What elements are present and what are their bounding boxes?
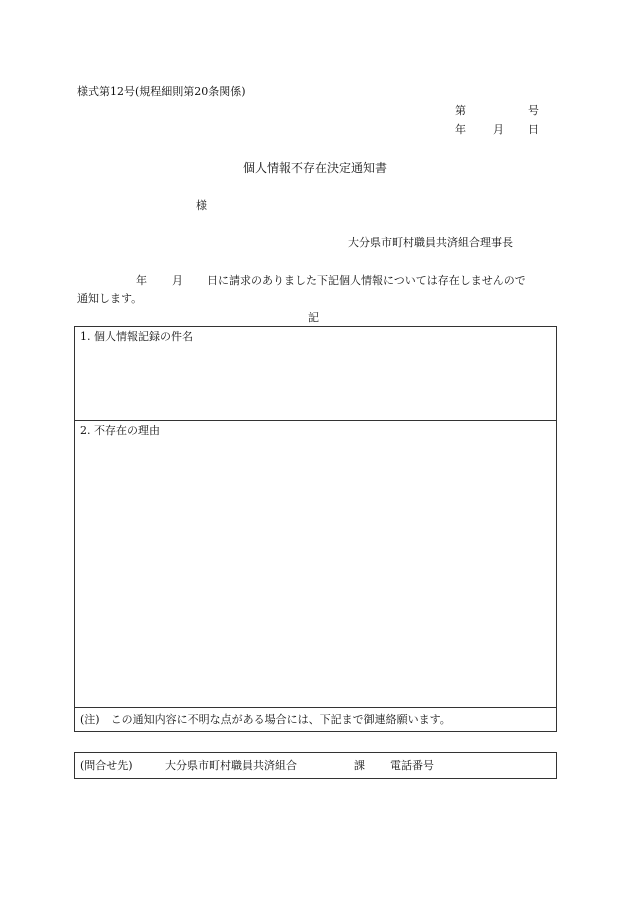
form-number: 様式第12号(規程細則第20条関係) <box>77 85 246 98</box>
contact-phone: 電話番号 <box>390 759 434 772</box>
table-divider-2 <box>74 707 557 708</box>
note-text: (注) この通知内容に不明な点がある場合には、下記まで御連絡願います。 <box>80 713 451 726</box>
recipient-suffix: 様 <box>196 199 207 212</box>
contact-box <box>74 752 557 779</box>
body-month: 月 <box>172 274 183 287</box>
detail-table <box>74 326 557 732</box>
date-year: 年 <box>455 123 466 136</box>
body-line-1: 日に請求のありました下記個人情報については存在しませんので <box>207 274 526 287</box>
body-year: 年 <box>136 274 147 287</box>
contact-organization: 大分県市町村職員共済組合 <box>165 759 297 772</box>
ki-marker: 記 <box>308 311 319 324</box>
document-number-prefix: 第 <box>455 104 466 117</box>
item-2-label: 2. 不存在の理由 <box>80 424 160 437</box>
item-1-label: 1. 個人情報記録の件名 <box>80 330 193 343</box>
date-month: 月 <box>493 123 504 136</box>
issuer-name: 大分県市町村職員共済組合理事長 <box>348 236 513 249</box>
document-title: 個人情報不存在決定通知書 <box>243 161 388 175</box>
contact-label: (問合せ先) <box>80 759 133 772</box>
table-divider-1 <box>74 420 557 421</box>
contact-section: 課 <box>354 759 365 772</box>
body-line-2: 通知します。 <box>77 292 143 305</box>
date-day: 日 <box>528 123 539 136</box>
document-number-suffix: 号 <box>528 104 539 117</box>
